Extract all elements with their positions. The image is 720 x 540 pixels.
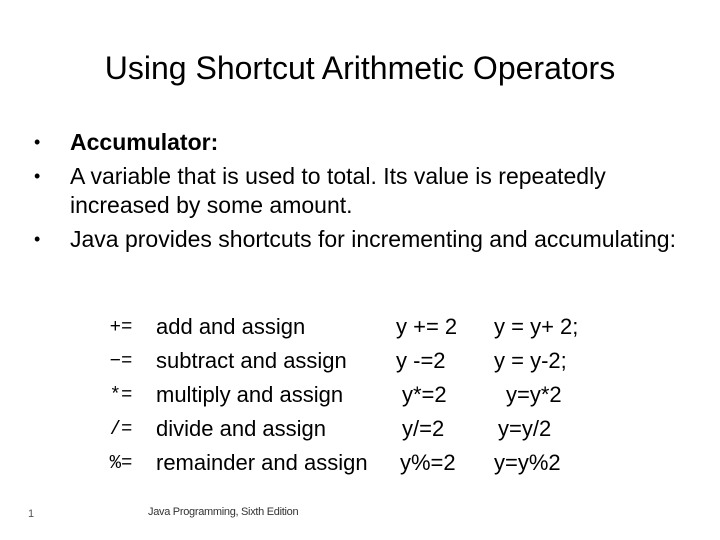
bullet-dot-icon: •: [34, 132, 41, 152]
operator-symbol: %=: [109, 452, 133, 474]
operator-expansion: y = y+ 2;: [494, 314, 579, 339]
bullet-item-definition: [28, 162, 688, 221]
operator-description: remainder and assign: [156, 450, 368, 475]
bullet-text: Java provides shortcuts for incrementing and accumulating:: [70, 225, 676, 252]
operator-row: [96, 344, 596, 378]
operator-example: y -=2: [396, 348, 446, 373]
operator-row: [96, 378, 596, 412]
operator-description: divide and assign: [156, 416, 327, 441]
operator-expansion: y = y-2;: [494, 348, 567, 373]
operator-example: y/=2: [402, 416, 445, 441]
operator-symbol: /=: [109, 418, 133, 440]
operator-example: y += 2: [396, 314, 458, 339]
operator-symbol: *=: [109, 384, 133, 406]
bullet-dot-icon: •: [34, 228, 41, 249]
operator-description: subtract and assign: [156, 348, 347, 373]
footer-book-title: Java Programming, Sixth Edition: [148, 506, 299, 518]
operator-row: [96, 412, 596, 446]
bullet-text: A variable that is used to total. Its value is repeatedly increased by some amount.: [70, 162, 606, 218]
operator-row: [96, 310, 596, 344]
operator-description: multiply and assign: [156, 382, 344, 407]
operator-symbol: +=: [109, 316, 133, 338]
bullet-dot-icon: •: [34, 165, 41, 186]
operator-expansion: y=y/2: [498, 416, 552, 441]
bullet-item-java-shortcuts: [28, 225, 688, 255]
slide-title: Using Shortcut Arithmetic Operators: [104, 50, 616, 86]
bullet-text: Accumulator:: [70, 129, 219, 155]
operator-symbol: −=: [109, 350, 133, 372]
bullet-item-accumulator: [28, 128, 688, 158]
operator-row: [96, 446, 596, 480]
operator-expansion: y=y%2: [494, 450, 561, 475]
bullet-list: [28, 128, 688, 258]
operator-example: y*=2: [402, 382, 447, 407]
operator-example: y%=2: [400, 450, 456, 475]
operator-expansion: y=y*2: [506, 382, 562, 407]
operator-description: add and assign: [156, 314, 306, 339]
page-number: 1: [28, 508, 35, 520]
operators-table: [96, 310, 596, 480]
